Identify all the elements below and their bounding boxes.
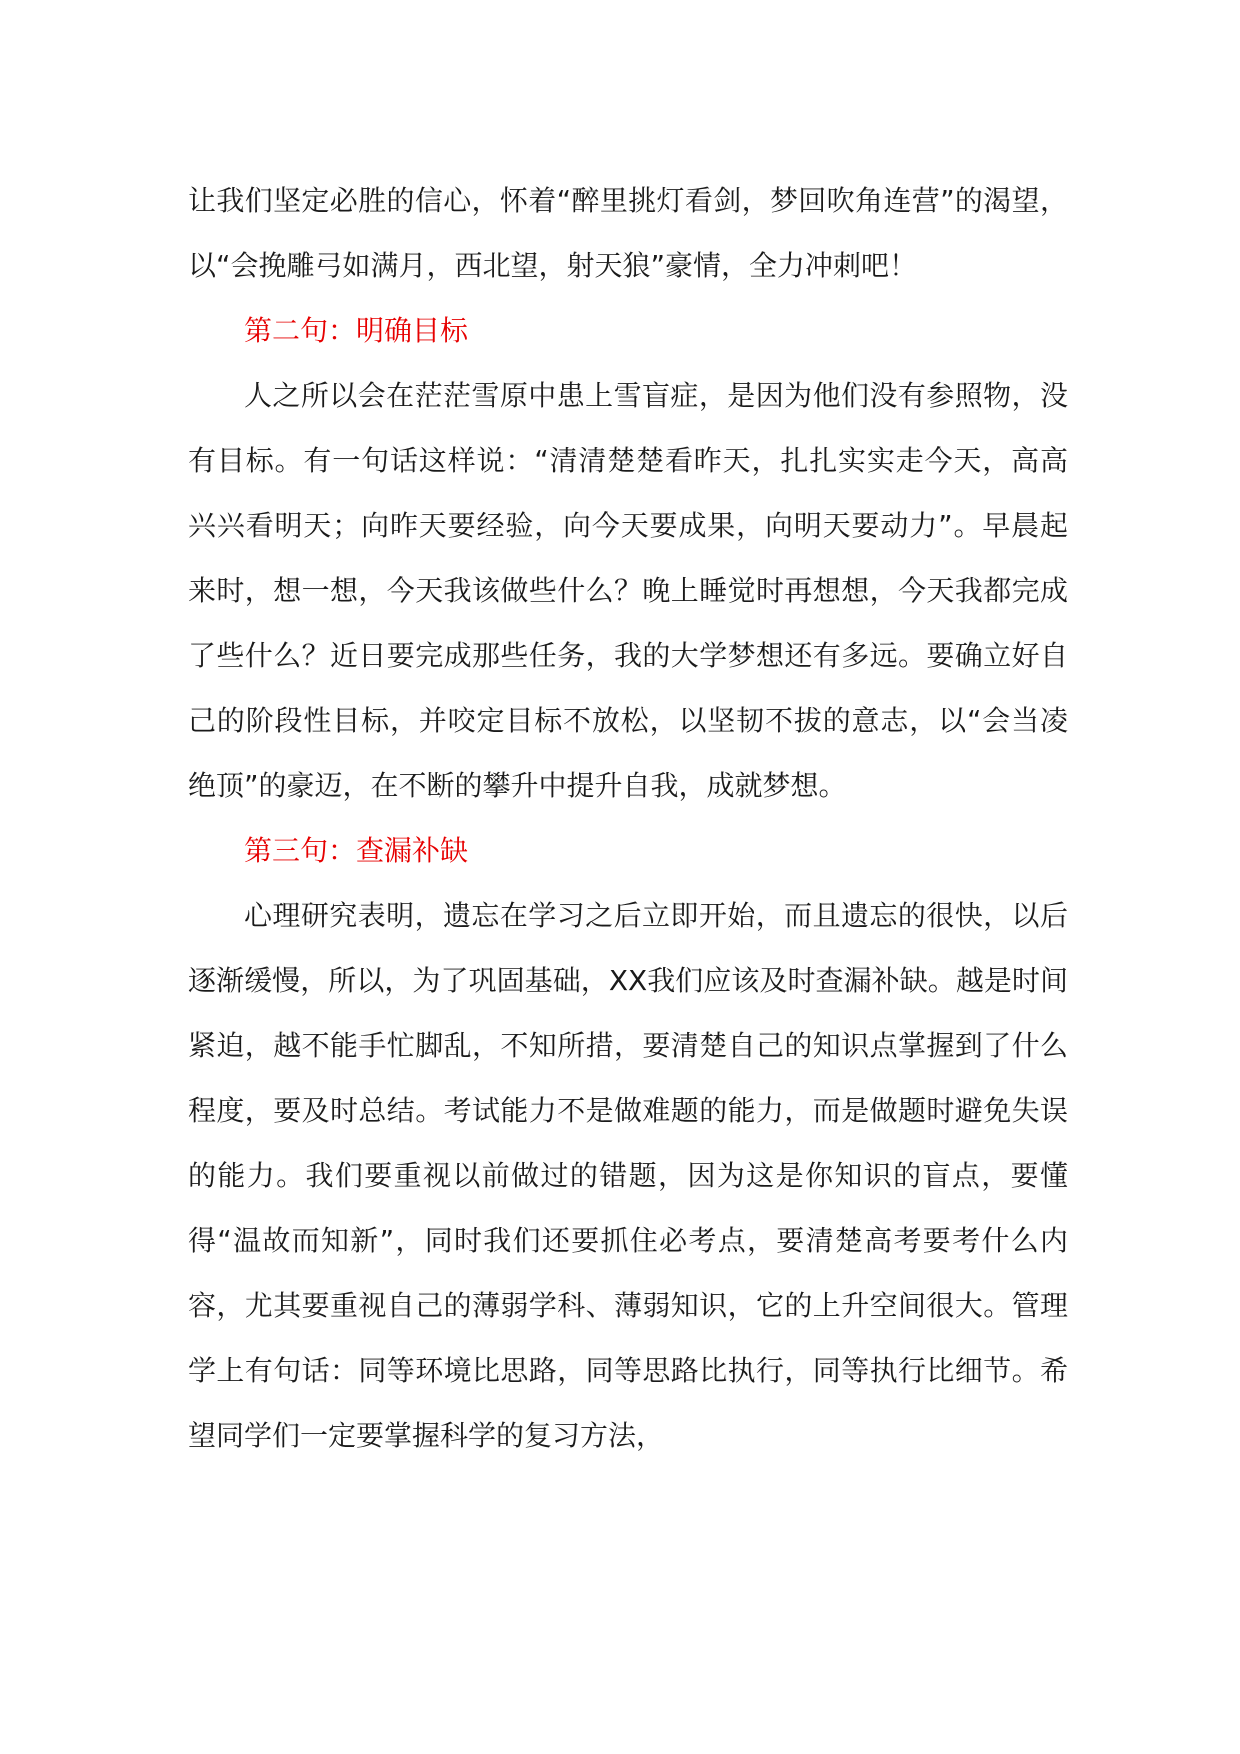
section-heading-goal: 第二句：明确目标 bbox=[244, 314, 469, 347]
document-page bbox=[188, 168, 1068, 1468]
section-body-review: 心理研究表明，遗忘在学习之后立即开始，而且遗忘的很快，以后逐渐缓慢，所以，为了巩固基础，XX我们应该及时查漏补缺。越是时间紧迫，越不能手忙脚乱，不知所措，要清楚自己的知识点掌握到了什么程度，要及时总结。考试能力不是做难题的能力，而是做题时避免失误的能力。我们要重视以前做过的错题，因为这是你知识的盲点，要懂得“温故而知新”，同时我们还要抓住必考点，要清楚高考要考什么内容，尤其要重视自己的薄弱学科、薄弱知识，它的上升空间很大。管理学上有句话：同等环境比思路，同等思路比执行，同等执行比细节。希望同学们一定要掌握科学的复习方法， bbox=[188, 899, 1068, 1452]
section-heading-review: 第三句：查漏补缺 bbox=[244, 834, 469, 867]
intro-paragraph: 让我们坚定必胜的信心，怀着“醉里挑灯看剑，梦回吹角连营”的渴望，以“会挽雕弓如满月，西北望，射天狼”豪情，全力冲刺吧！ bbox=[188, 184, 1068, 282]
section-body-goal: 人之所以会在茫茫雪原中患上雪盲症，是因为他们没有参照物，没有目标。有一句话这样说：“清清楚楚看昨天，扎扎实实走今天，高高兴兴看明天；向昨天要经验，向今天要成果，向明天要动力”。早晨起来时，想一想，今天我该做些什么？晚上睡觉时再想想，今天我都完成了些什么？近日要完成那些任务，我的大学梦想还有多远。要确立好自己的阶段性目标，并咬定目标不放松，以坚韧不拔的意志，以“会当凌绝顶”的豪迈，在不断的攀升中提升自我，成就梦想。 bbox=[188, 379, 1068, 802]
